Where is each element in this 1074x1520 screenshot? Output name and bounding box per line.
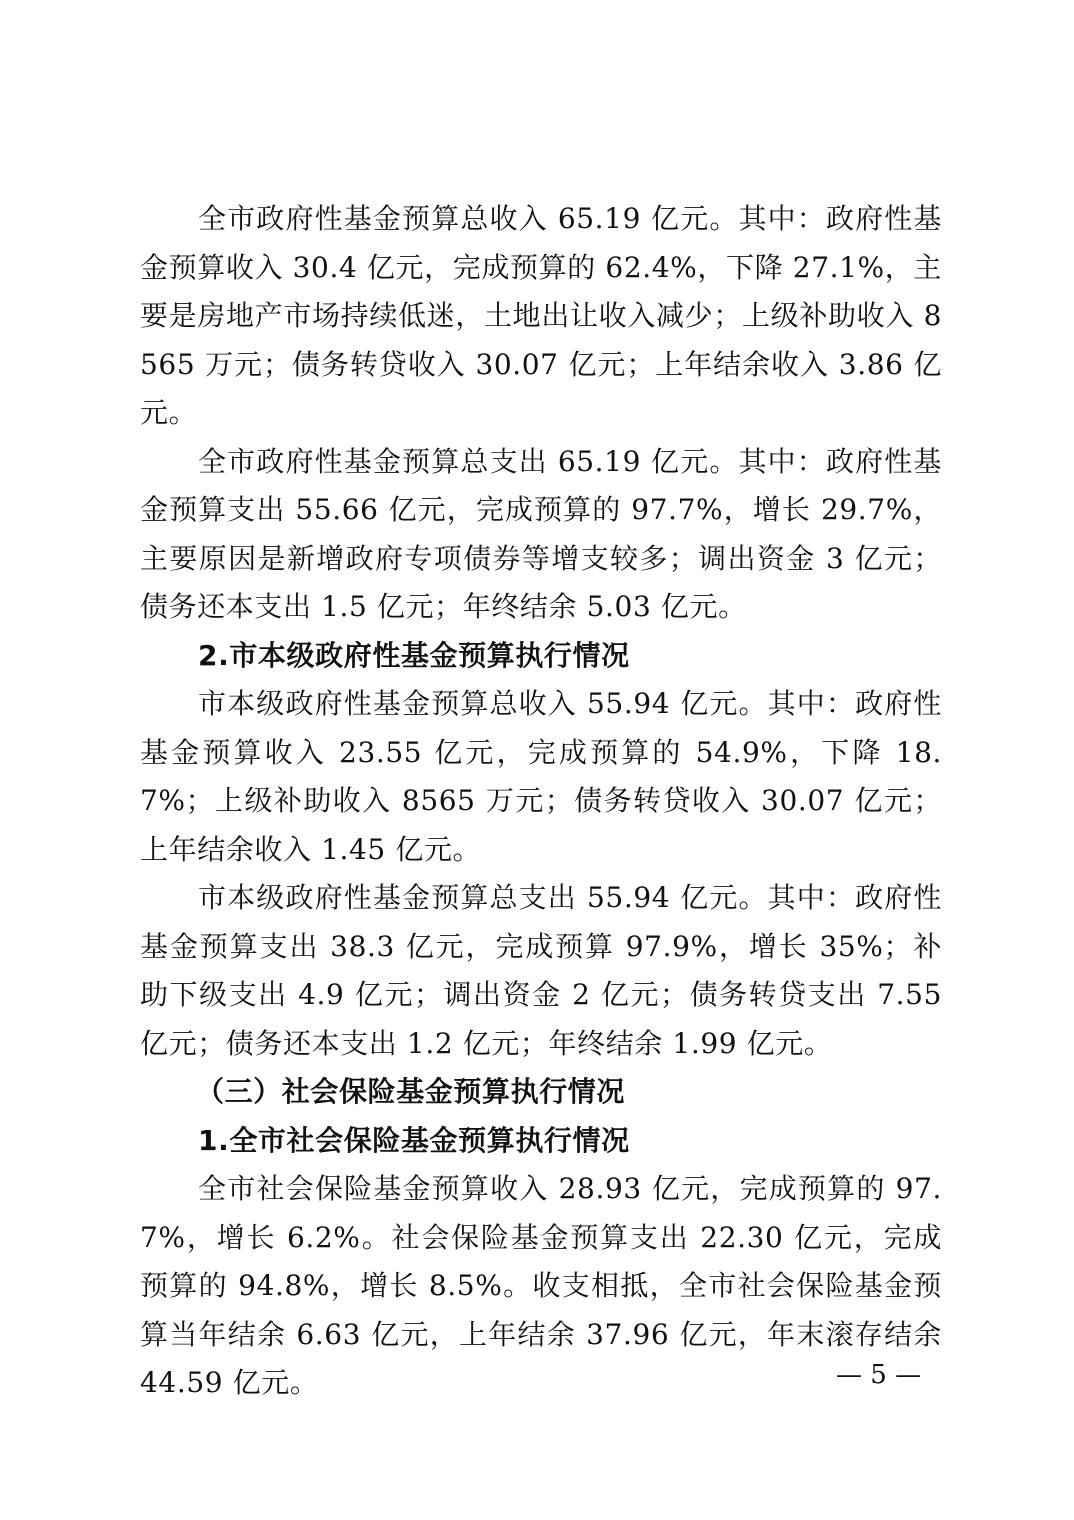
paragraph-city-level-revenue: 市本级政府性基金预算总收入 55.94 亿元。其中：政府性基金预算收入 23.55 亿元，完成预算的 54.9%，下降 18.7%；上级补助收入 8565 万元；债务转贷收入 30.07 亿元；上年结余收入 1.45 亿元。 <box>140 687 942 866</box>
heading-city-social-insurance: 1.全市社会保险基金预算执行情况 <box>198 1123 630 1157</box>
paragraph-city-level-expenditure: 市本级政府性基金预算总支出 55.94 亿元。其中：政府性基金预算支出 38.3 亿元，完成预算 97.9%，增长 35%；补助下级支出 4.9 亿元；调出资金 2 亿元；债务转贷支出 7.55 亿元；债务还本支出 1.2 亿元；年终结余 1.99 亿元。 <box>140 881 942 1060</box>
section-heading-social-insurance: （三）社会保险基金预算执行情况 <box>196 1075 626 1108</box>
paragraph-fund-total-expenditure: 全市政府性基金预算总支出 65.19 亿元。其中：政府性基金预算支出 55.66 亿元，完成预算的 97.7%，增长 29.7%，主要原因是新增政府专项债券等增支较多；调出资金 3 亿元；债务还本支出 1.5 亿元；年终结余 5.03 亿元。 <box>140 444 942 623</box>
paragraph-social-insurance-budget: 全市社会保险基金预算收入 28.93 亿元，完成预算的 97.7%，增长 6.2%。社会保险基金预算支出 22.30 亿元，完成预算的 94.8%，增长 8.5%。收支相抵，全市社会保险基金预算当年结余 6.63 亿元，上年结余 37.96 亿元，年末滚存结余 44.59 亿元。 <box>140 1172 942 1399</box>
page-number: — 5 — <box>836 1360 922 1390</box>
document-body <box>140 195 942 1408</box>
paragraph-fund-total-revenue: 全市政府性基金预算总收入 65.19 亿元。其中：政府性基金预算收入 30.4 亿元，完成预算的 62.4%，下降 27.1%，主要是房地产市场持续低迷，土地出让收入减少；上级补助收入 8565 万元；债务转贷收入 30.07 亿元；上年结余收入 3.86 亿元。 <box>140 202 942 429</box>
heading-city-level-fund: 2.市本级政府性基金预算执行情况 <box>198 638 630 672</box>
